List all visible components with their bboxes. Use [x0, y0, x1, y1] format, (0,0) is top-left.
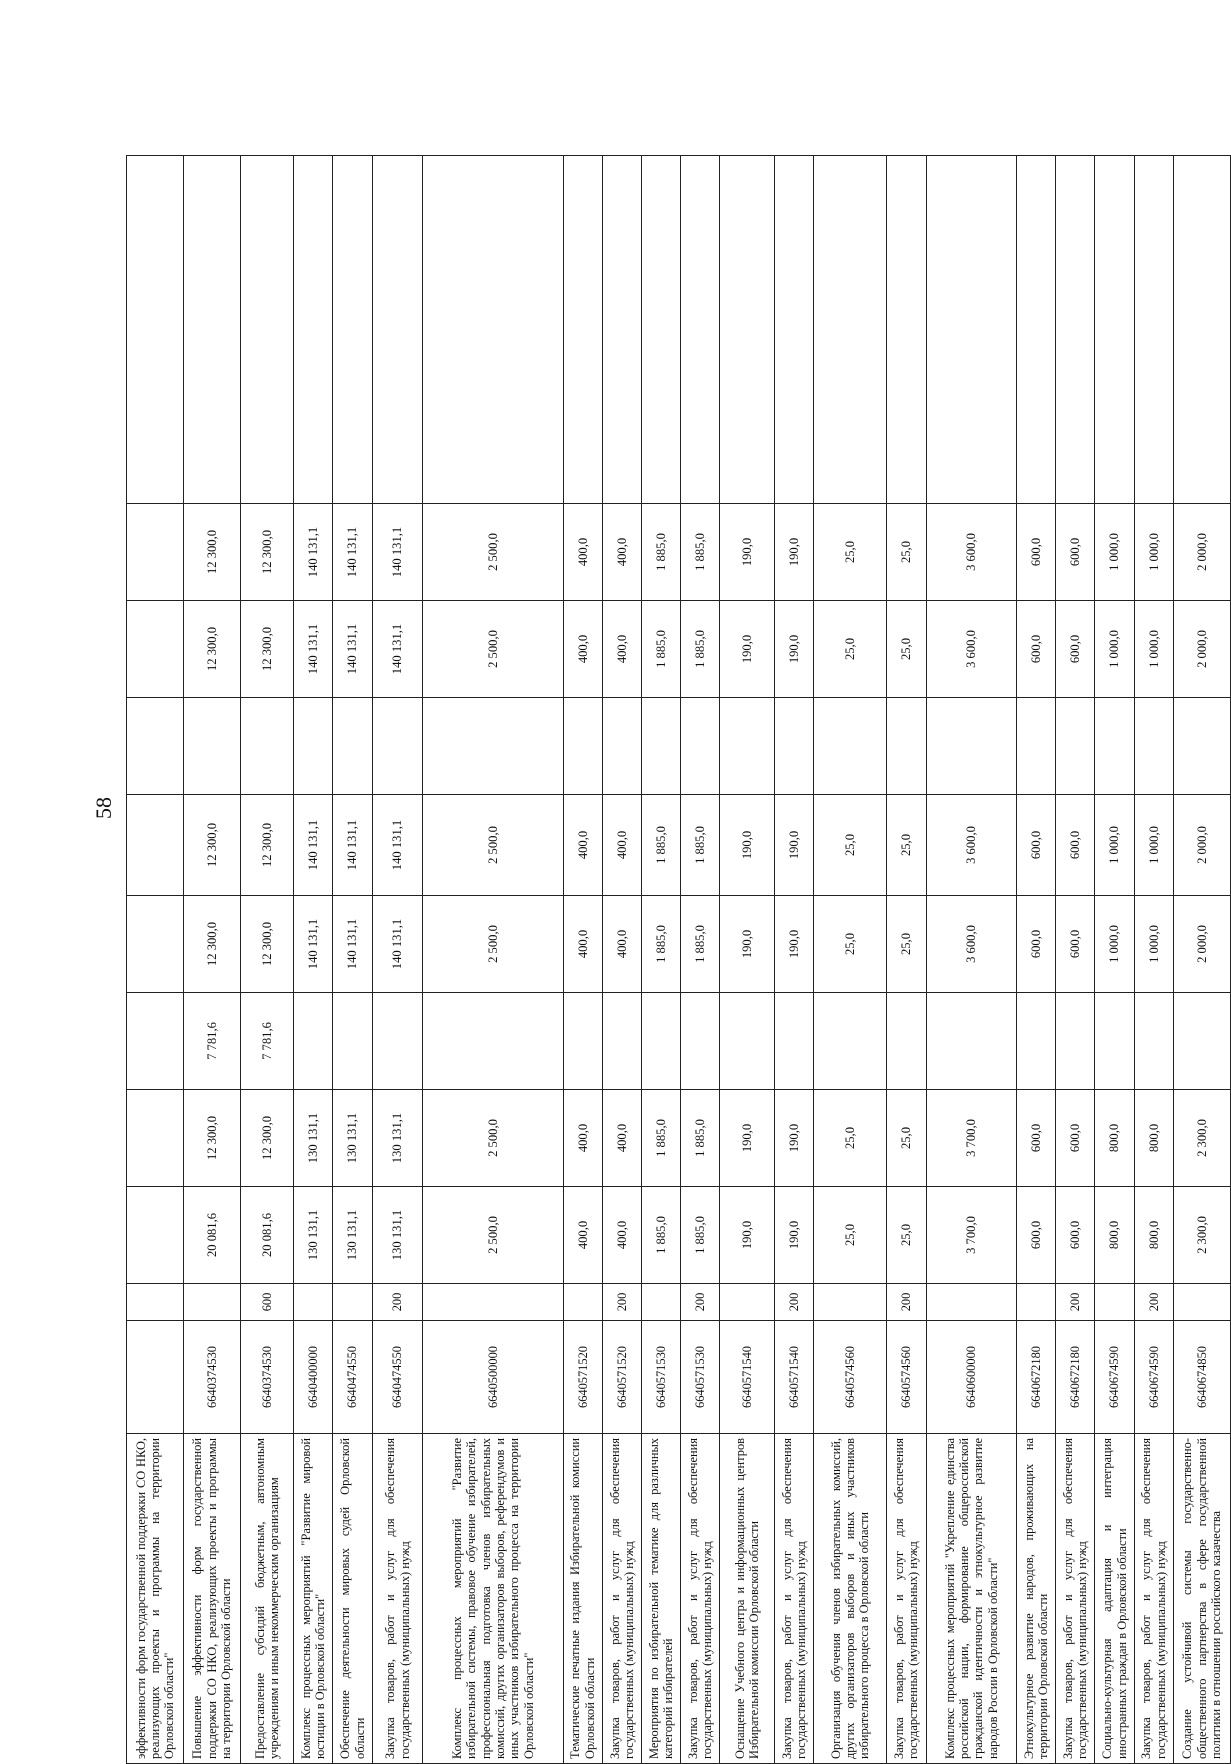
cell-code: 6640571530	[681, 1321, 720, 1434]
cell-c7: 140 131,1	[333, 601, 372, 698]
cell-c4: 1 000,0	[1134, 896, 1173, 993]
cell-name: Организация обучения членов избирательных комиссий, других организаторов выборов и иных участников избирательного процесса в Орловской области	[814, 1434, 887, 1764]
cell-c4: 12 300,0	[183, 896, 240, 993]
cell-c7: 140 131,1	[294, 601, 333, 698]
cell-code: 6640674590	[1134, 1321, 1173, 1434]
cell-code: 6640571530	[642, 1321, 681, 1434]
cell-code: 6640400000	[294, 1321, 333, 1434]
cell-c2: 3 700,0	[926, 1090, 1017, 1187]
cell-c3	[127, 993, 184, 1090]
cell-kvr: 200	[602, 1284, 641, 1321]
cell-c2: 12 300,0	[183, 1090, 240, 1187]
cell-c9	[720, 156, 775, 504]
table-row	[720, 156, 775, 1764]
rotated-page-content	[126, 156, 1231, 1764]
cell-c7: 400,0	[563, 601, 602, 698]
cell-c1: 800,0	[1134, 1187, 1173, 1284]
cell-c9	[183, 156, 240, 504]
cell-name: Закупка товаров, работ и услуг для обеспечения государственных (муниципальных) нужд	[681, 1434, 720, 1764]
cell-c4: 25,0	[887, 896, 926, 993]
cell-c5: 600,0	[1056, 795, 1095, 896]
cell-c1: 600,0	[1017, 1187, 1056, 1284]
cell-code: 6640374530	[183, 1321, 240, 1434]
cell-c9	[240, 156, 293, 504]
cell-c8: 600,0	[1056, 504, 1095, 601]
cell-c4: 140 131,1	[333, 896, 372, 993]
cell-c8: 140 131,1	[372, 504, 423, 601]
cell-c6	[602, 698, 641, 795]
cell-c1: 190,0	[774, 1187, 813, 1284]
cell-c3: 7 781,6	[240, 993, 293, 1090]
cell-c1: 400,0	[602, 1187, 641, 1284]
cell-c3	[333, 993, 372, 1090]
table-row	[642, 156, 681, 1764]
cell-c4: 600,0	[1017, 896, 1056, 993]
table-row	[240, 156, 293, 1764]
cell-c9	[602, 156, 641, 504]
cell-c8: 25,0	[814, 504, 887, 601]
cell-c9	[294, 156, 333, 504]
cell-c2: 130 131,1	[294, 1090, 333, 1187]
cell-c6	[681, 698, 720, 795]
cell-c7: 1 000,0	[1095, 601, 1134, 698]
cell-c2: 130 131,1	[372, 1090, 423, 1187]
cell-c5: 12 300,0	[183, 795, 240, 896]
table-row	[127, 156, 184, 1764]
cell-c8: 400,0	[563, 504, 602, 601]
cell-kvr	[183, 1284, 240, 1321]
cell-c6	[720, 698, 775, 795]
cell-c7: 400,0	[602, 601, 641, 698]
cell-code: 6640674590	[1095, 1321, 1134, 1434]
table-row	[926, 156, 1017, 1764]
cell-c8: 140 131,1	[333, 504, 372, 601]
cell-code: 6640674850	[1173, 1321, 1230, 1434]
cell-c9	[423, 156, 563, 504]
cell-c6	[1134, 698, 1173, 795]
cell-code: 6640571540	[720, 1321, 775, 1434]
cell-name: Создание устойчивой системы государственно-общественного партнерства в сфере государственной политики в отношении российского казачества	[1173, 1434, 1230, 1764]
cell-c6	[1056, 698, 1095, 795]
cell-c6	[183, 698, 240, 795]
cell-c3	[681, 993, 720, 1090]
table-row	[681, 156, 720, 1764]
cell-c2: 2 300,0	[1173, 1090, 1230, 1187]
cell-code: 6640574560	[814, 1321, 887, 1434]
cell-c6	[372, 698, 423, 795]
cell-c2: 600,0	[1017, 1090, 1056, 1187]
cell-code: 6640571520	[602, 1321, 641, 1434]
cell-c9	[774, 156, 813, 504]
cell-c2: 400,0	[563, 1090, 602, 1187]
cell-c5: 1 885,0	[642, 795, 681, 896]
cell-name: эффективности форм государственной поддержки СО НКО, реализующих проекты и программы на территории Орловской области"	[127, 1434, 184, 1764]
cell-c7: 12 300,0	[240, 601, 293, 698]
cell-c8: 3 600,0	[926, 504, 1017, 601]
cell-c3	[1095, 993, 1134, 1090]
cell-code: 6640672180	[1017, 1321, 1056, 1434]
cell-c7: 1 000,0	[1134, 601, 1173, 698]
cell-kvr	[1017, 1284, 1056, 1321]
cell-c2: 1 885,0	[681, 1090, 720, 1187]
cell-c5: 2 500,0	[423, 795, 563, 896]
cell-c2: 190,0	[720, 1090, 775, 1187]
cell-c1: 2 300,0	[1173, 1187, 1230, 1284]
cell-kvr	[1095, 1284, 1134, 1321]
cell-c8: 2 500,0	[423, 504, 563, 601]
cell-c1: 25,0	[814, 1187, 887, 1284]
cell-kvr: 200	[1056, 1284, 1095, 1321]
cell-c5: 12 300,0	[240, 795, 293, 896]
cell-c7: 1 885,0	[681, 601, 720, 698]
cell-c2	[127, 1090, 184, 1187]
cell-c4: 3 600,0	[926, 896, 1017, 993]
cell-name: Комплекс процессных мероприятий "Развитие мировой юстиции в Орловской области"	[294, 1434, 333, 1764]
table-row	[814, 156, 887, 1764]
cell-code: 6640500000	[423, 1321, 563, 1434]
cell-c1: 130 131,1	[333, 1187, 372, 1284]
cell-c3	[372, 993, 423, 1090]
cell-c9	[127, 156, 184, 504]
cell-c6	[642, 698, 681, 795]
cell-c5: 3 600,0	[926, 795, 1017, 896]
cell-c6	[563, 698, 602, 795]
cell-c6	[887, 698, 926, 795]
cell-c4: 1 885,0	[642, 896, 681, 993]
cell-c4: 12 300,0	[240, 896, 293, 993]
cell-c5: 400,0	[602, 795, 641, 896]
cell-c9	[814, 156, 887, 504]
cell-c1: 2 500,0	[423, 1187, 563, 1284]
cell-c9	[563, 156, 602, 504]
cell-c7: 25,0	[887, 601, 926, 698]
cell-c6	[1017, 698, 1056, 795]
cell-code: 6640571540	[774, 1321, 813, 1434]
cell-name: Закупка товаров, работ и услуг для обеспечения государственных (муниципальных) нужд	[372, 1434, 423, 1764]
cell-c4: 190,0	[720, 896, 775, 993]
budget-table	[126, 155, 1231, 1764]
table-row	[602, 156, 641, 1764]
cell-name: Закупка товаров, работ и услуг для обеспечения государственных (муниципальных) нужд	[774, 1434, 813, 1764]
cell-c1: 130 131,1	[294, 1187, 333, 1284]
cell-kvr	[814, 1284, 887, 1321]
cell-c1: 400,0	[563, 1187, 602, 1284]
table-row	[423, 156, 563, 1764]
cell-c3	[423, 993, 563, 1090]
cell-c2: 25,0	[814, 1090, 887, 1187]
cell-c7	[127, 601, 184, 698]
cell-c4: 2 500,0	[423, 896, 563, 993]
cell-c3	[1056, 993, 1095, 1090]
table-row	[1095, 156, 1134, 1764]
cell-kvr	[642, 1284, 681, 1321]
cell-c7: 1 885,0	[642, 601, 681, 698]
cell-kvr	[294, 1284, 333, 1321]
cell-c4: 400,0	[602, 896, 641, 993]
table-row	[563, 156, 602, 1764]
cell-c5: 140 131,1	[294, 795, 333, 896]
cell-c8: 12 300,0	[240, 504, 293, 601]
cell-c7: 12 300,0	[183, 601, 240, 698]
cell-c4: 600,0	[1056, 896, 1095, 993]
cell-c4: 190,0	[774, 896, 813, 993]
cell-c9	[1017, 156, 1056, 504]
table-row	[372, 156, 423, 1764]
cell-kvr	[926, 1284, 1017, 1321]
cell-c2: 600,0	[1056, 1090, 1095, 1187]
cell-c7: 2 500,0	[423, 601, 563, 698]
cell-c3: 7 781,6	[183, 993, 240, 1090]
cell-name: Закупка товаров, работ и услуг для обеспечения государственных (муниципальных) нужд	[1134, 1434, 1173, 1764]
cell-kvr	[1173, 1284, 1230, 1321]
table-row	[333, 156, 372, 1764]
cell-code: 6640474550	[372, 1321, 423, 1434]
cell-c2: 800,0	[1095, 1090, 1134, 1187]
cell-kvr: 200	[372, 1284, 423, 1321]
cell-c8: 1 000,0	[1095, 504, 1134, 601]
cell-c8	[127, 504, 184, 601]
cell-c7: 3 600,0	[926, 601, 1017, 698]
cell-c4	[127, 896, 184, 993]
cell-c6	[1173, 698, 1230, 795]
cell-c6	[814, 698, 887, 795]
cell-c6	[294, 698, 333, 795]
table-row	[294, 156, 333, 1764]
cell-c8: 1 000,0	[1134, 504, 1173, 601]
cell-c3	[814, 993, 887, 1090]
cell-c5: 1 885,0	[681, 795, 720, 896]
cell-c9	[1056, 156, 1095, 504]
cell-code	[127, 1321, 184, 1434]
cell-name: Социально-культурная адаптация и интеграция иностранных граждан в Орловской области	[1095, 1434, 1134, 1764]
cell-c2: 2 500,0	[423, 1090, 563, 1187]
cell-c3	[926, 993, 1017, 1090]
cell-c1: 1 885,0	[681, 1187, 720, 1284]
cell-c9	[926, 156, 1017, 504]
cell-c1: 190,0	[720, 1187, 775, 1284]
cell-c5: 600,0	[1017, 795, 1056, 896]
cell-name: Оснащение Учебного центра и информационных центров Избирательной комиссии Орловской области	[720, 1434, 775, 1764]
cell-c1: 20 081,6	[240, 1187, 293, 1284]
cell-c3	[1134, 993, 1173, 1090]
cell-c3	[887, 993, 926, 1090]
cell-c6	[127, 698, 184, 795]
cell-code: 6640571520	[563, 1321, 602, 1434]
cell-c8: 400,0	[602, 504, 641, 601]
cell-kvr	[333, 1284, 372, 1321]
cell-c2: 1 885,0	[642, 1090, 681, 1187]
cell-name: Тематические печатные издания Избирательной комиссии Орловской области	[563, 1434, 602, 1764]
cell-c3	[294, 993, 333, 1090]
cell-code: 6640574560	[887, 1321, 926, 1434]
cell-c7: 140 131,1	[372, 601, 423, 698]
cell-c2: 25,0	[887, 1090, 926, 1187]
cell-c5: 25,0	[887, 795, 926, 896]
table-row	[1134, 156, 1173, 1764]
cell-c3	[642, 993, 681, 1090]
cell-c9	[1173, 156, 1230, 504]
cell-c6	[926, 698, 1017, 795]
cell-c2: 800,0	[1134, 1090, 1173, 1187]
cell-kvr: 200	[681, 1284, 720, 1321]
cell-c1: 25,0	[887, 1187, 926, 1284]
cell-c9	[887, 156, 926, 504]
cell-kvr	[423, 1284, 563, 1321]
cell-c5: 400,0	[563, 795, 602, 896]
table-row	[1056, 156, 1095, 1764]
cell-c5: 190,0	[720, 795, 775, 896]
page-number: 58	[91, 797, 116, 819]
cell-c3	[1017, 993, 1056, 1090]
cell-c8: 25,0	[887, 504, 926, 601]
cell-name: Закупка товаров, работ и услуг для обеспечения государственных (муниципальных) нужд	[1056, 1434, 1095, 1764]
cell-kvr	[720, 1284, 775, 1321]
cell-c6	[423, 698, 563, 795]
cell-c6	[333, 698, 372, 795]
cell-c4: 400,0	[563, 896, 602, 993]
cell-c5: 190,0	[774, 795, 813, 896]
cell-kvr: 200	[1134, 1284, 1173, 1321]
cell-name: Этнокультурное развитие народов, проживающих на территории Орловской области	[1017, 1434, 1056, 1764]
cell-c3	[1173, 993, 1230, 1090]
cell-c5	[127, 795, 184, 896]
cell-name: Мероприятия по избирательной тематике для различных категорий избирателей	[642, 1434, 681, 1764]
cell-kvr	[563, 1284, 602, 1321]
cell-kvr: 200	[774, 1284, 813, 1321]
cell-c4: 140 131,1	[294, 896, 333, 993]
cell-c8: 600,0	[1017, 504, 1056, 601]
cell-c1: 130 131,1	[372, 1187, 423, 1284]
cell-code: 6640474550	[333, 1321, 372, 1434]
cell-c1: 600,0	[1056, 1187, 1095, 1284]
cell-name: Закупка товаров, работ и услуг для обеспечения государственных (муниципальных) нужд	[602, 1434, 641, 1764]
cell-c6	[774, 698, 813, 795]
cell-c5: 1 000,0	[1095, 795, 1134, 896]
cell-c8: 12 300,0	[183, 504, 240, 601]
cell-c4: 2 000,0	[1173, 896, 1230, 993]
cell-c9	[1134, 156, 1173, 504]
cell-c4: 1 000,0	[1095, 896, 1134, 993]
table-row	[1173, 156, 1230, 1764]
cell-c3	[774, 993, 813, 1090]
cell-c9	[681, 156, 720, 504]
cell-c1: 1 885,0	[642, 1187, 681, 1284]
cell-c2: 130 131,1	[333, 1090, 372, 1187]
cell-c3	[720, 993, 775, 1090]
cell-c9	[372, 156, 423, 504]
cell-kvr	[127, 1284, 184, 1321]
cell-c4: 25,0	[814, 896, 887, 993]
cell-c4: 140 131,1	[372, 896, 423, 993]
cell-name: Предоставление субсидий бюджетным, автономным учреждениям и иным некоммерческим организациям	[240, 1434, 293, 1764]
cell-c8: 190,0	[774, 504, 813, 601]
cell-name: Повышение эффективности форм государственной поддержки СО НКО, реализующих проекты и программы на территории Орловской области	[183, 1434, 240, 1764]
cell-kvr: 200	[887, 1284, 926, 1321]
cell-c4: 1 885,0	[681, 896, 720, 993]
cell-c1	[127, 1187, 184, 1284]
cell-c7: 600,0	[1056, 601, 1095, 698]
cell-c3	[563, 993, 602, 1090]
cell-c9	[642, 156, 681, 504]
cell-c8: 2 000,0	[1173, 504, 1230, 601]
cell-c5: 1 000,0	[1134, 795, 1173, 896]
cell-c7: 190,0	[774, 601, 813, 698]
cell-c8: 1 885,0	[681, 504, 720, 601]
cell-name: Обеспечение деятельности мировых судей Орловской области	[333, 1434, 372, 1764]
cell-code: 6640600000	[926, 1321, 1017, 1434]
cell-c1: 20 081,6	[183, 1187, 240, 1284]
cell-c8: 1 885,0	[642, 504, 681, 601]
cell-name: Закупка товаров, работ и услуг для обеспечения государственных (муниципальных) нужд	[887, 1434, 926, 1764]
cell-c3	[602, 993, 641, 1090]
table-row	[887, 156, 926, 1764]
cell-c8: 190,0	[720, 504, 775, 601]
cell-c2: 400,0	[602, 1090, 641, 1187]
cell-kvr: 600	[240, 1284, 293, 1321]
cell-c1: 3 700,0	[926, 1187, 1017, 1284]
cell-c1: 800,0	[1095, 1187, 1134, 1284]
cell-name: Комплекс процессных мероприятий "Укрепление единства российской нации, формирование общероссийской гражданской идентичности и этнокультурное развитие народов России в Орловской области"	[926, 1434, 1017, 1764]
cell-code: 6640672180	[1056, 1321, 1095, 1434]
cell-c7: 2 000,0	[1173, 601, 1230, 698]
cell-c5: 25,0	[814, 795, 887, 896]
cell-c9	[333, 156, 372, 504]
cell-c2: 12 300,0	[240, 1090, 293, 1187]
cell-c6	[240, 698, 293, 795]
cell-c2: 190,0	[774, 1090, 813, 1187]
cell-c7: 600,0	[1017, 601, 1056, 698]
cell-c7: 25,0	[814, 601, 887, 698]
cell-name: Комплекс процессных мероприятий "Развитие избирательной системы, правовое обучение избирателей, профессиональная подготовка членов избирательных комиссий, других организаторов выборов, референдумов и иных участников избирательного процесса на территории Орловской области"	[423, 1434, 563, 1764]
table-row	[1017, 156, 1056, 1764]
table-row	[774, 156, 813, 1764]
cell-c9	[1095, 156, 1134, 504]
cell-c5: 140 131,1	[333, 795, 372, 896]
cell-code: 6640374530	[240, 1321, 293, 1434]
cell-c8: 140 131,1	[294, 504, 333, 601]
cell-c5: 140 131,1	[372, 795, 423, 896]
cell-c5: 2 000,0	[1173, 795, 1230, 896]
table-row	[183, 156, 240, 1764]
cell-c6	[1095, 698, 1134, 795]
cell-c7: 190,0	[720, 601, 775, 698]
